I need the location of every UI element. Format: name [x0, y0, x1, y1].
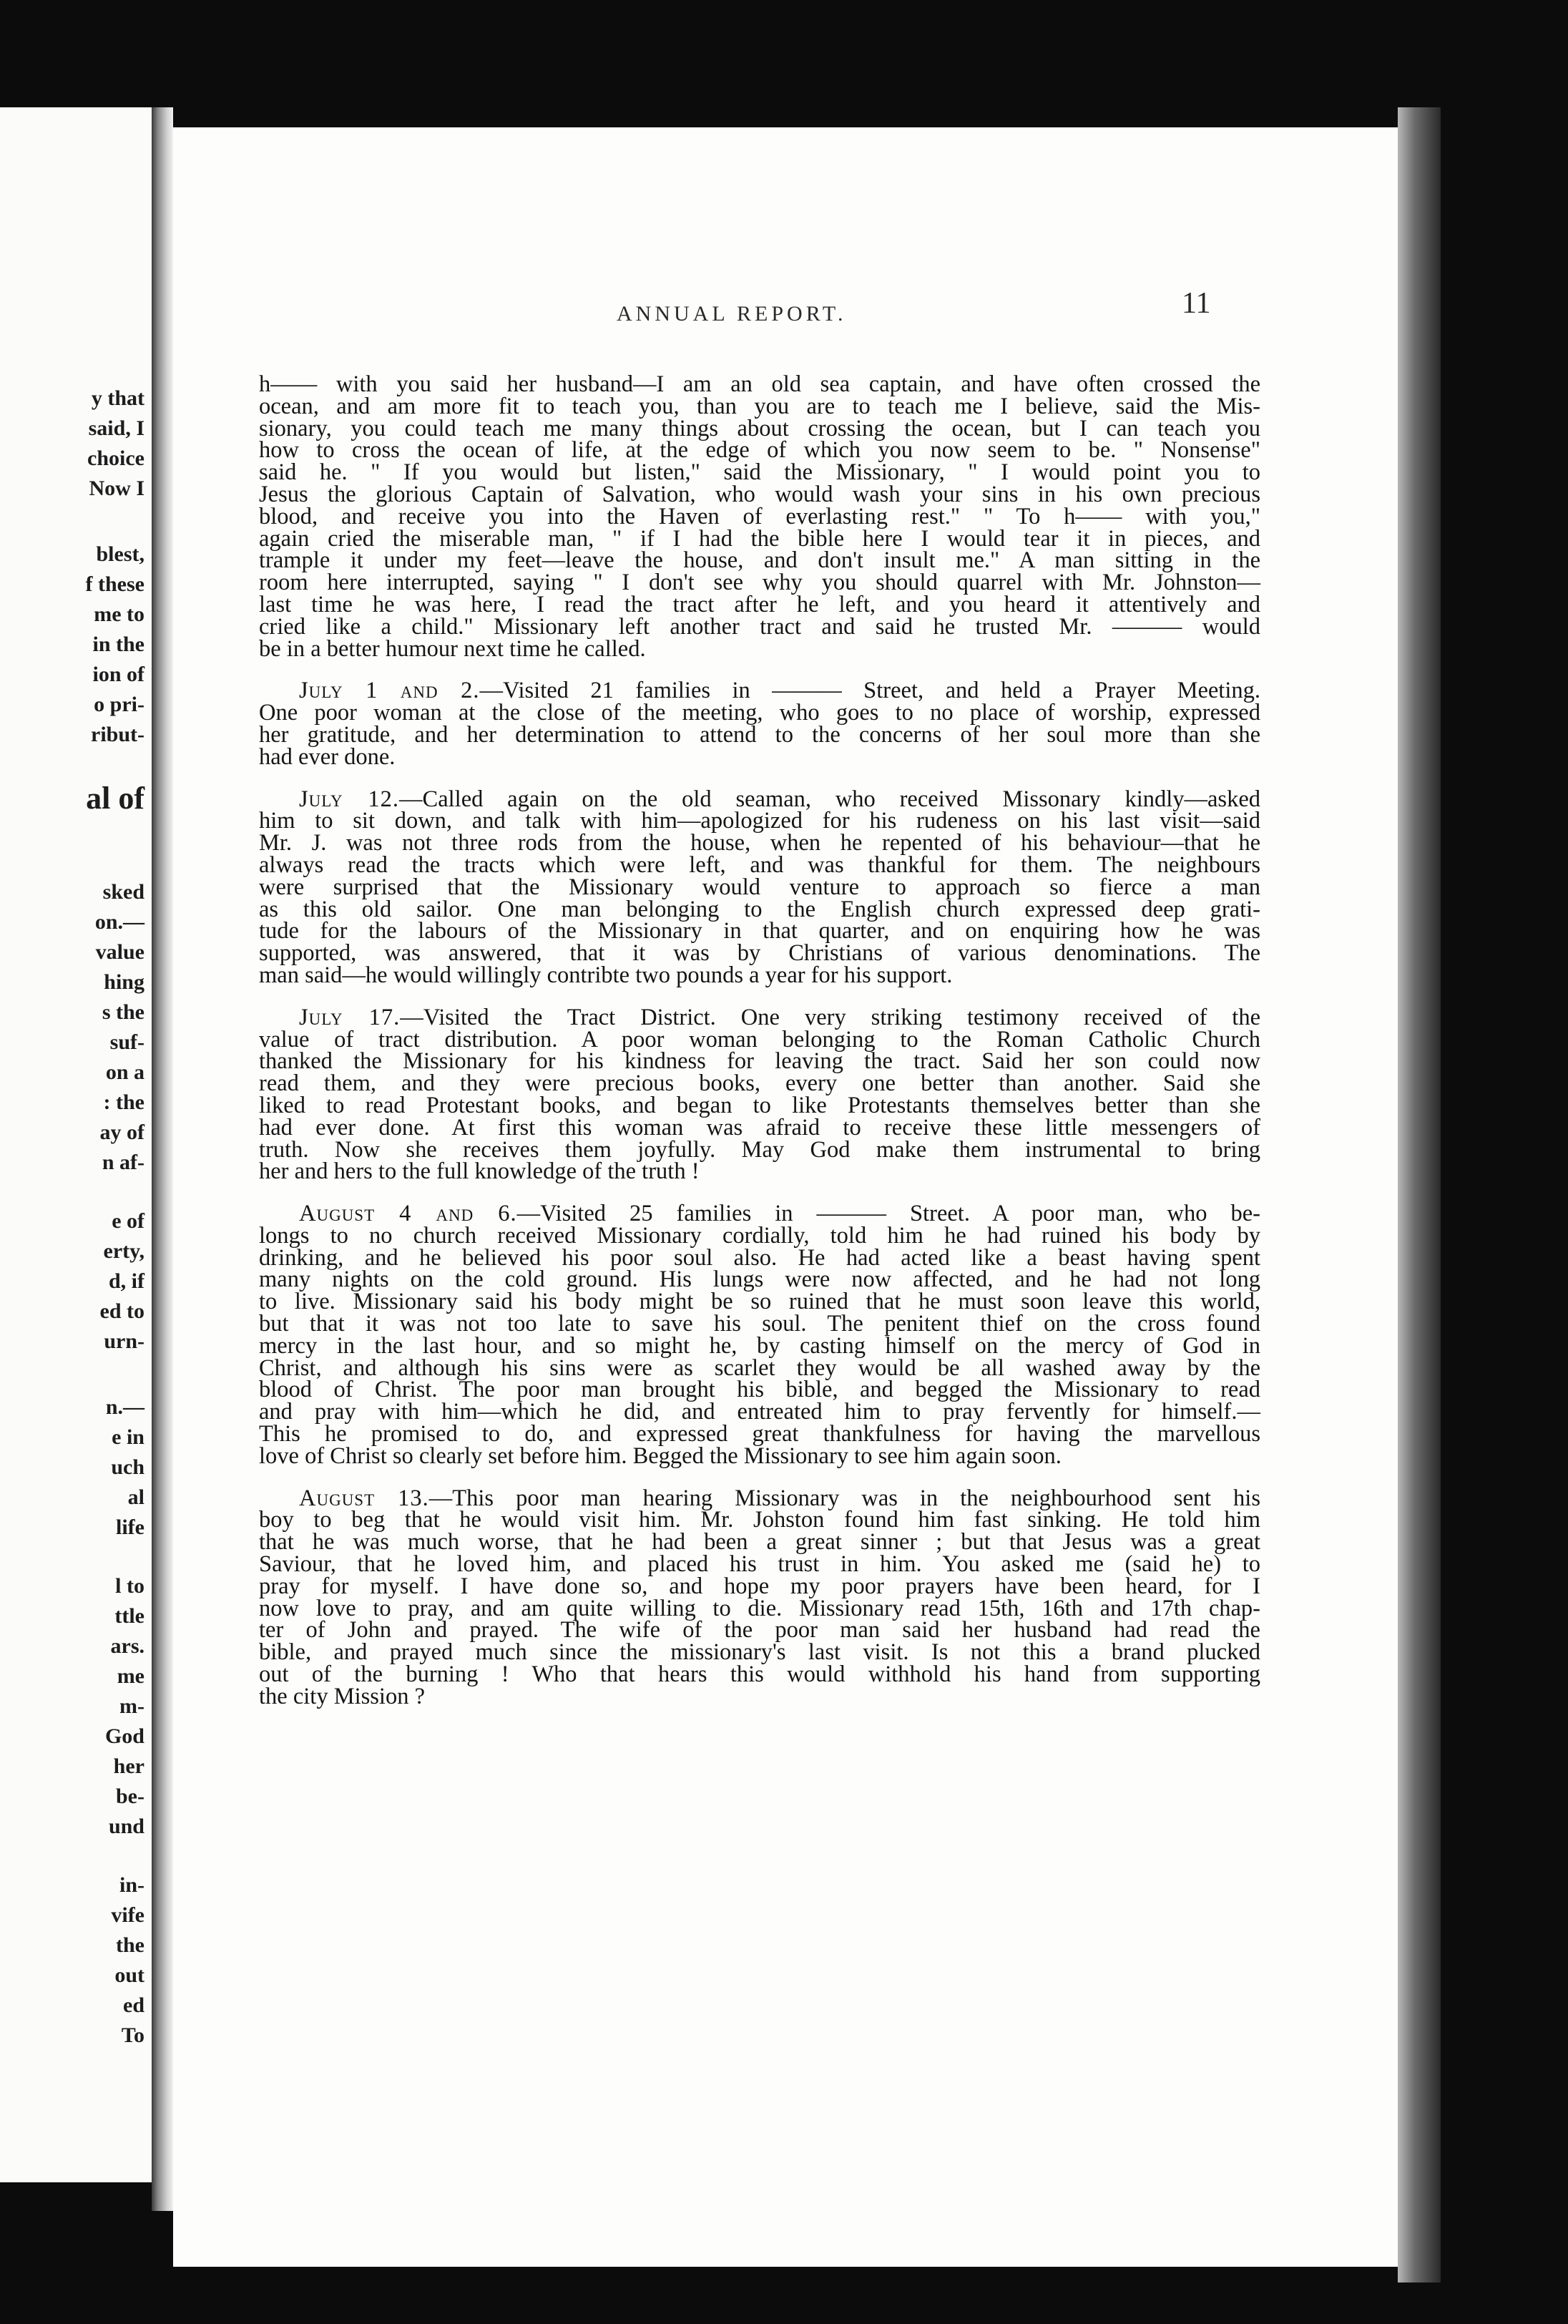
facing-page-fragment: al of: [86, 781, 144, 816]
line-text: room here interrupted, saying " I don't see why you should quarrel with Mr. Johnston—: [259, 570, 1260, 596]
line-text: out of the burning ! Who that hears this would withhold his hand from supporting: [259, 1661, 1260, 1688]
facing-page-fragment: vife: [111, 1903, 144, 1927]
line-text: love of Christ so clearly set before him. Begged the Missionary to see him again soon.: [259, 1442, 1062, 1469]
line-text: blood of Christ. The poor man brought his bible, and begged the Missionary to read: [259, 1377, 1260, 1403]
line-text: him to sit down, and talk with him—apologized for his rudeness on his last visit—said: [259, 808, 1260, 834]
line-text: ter of John and prayed. The wife of the poor man said her husband had read the: [259, 1617, 1260, 1644]
text-line: [259, 1222, 1260, 1249]
line-text: —Visited 21 families in ——— Street, and held a Prayer Meeting.: [479, 678, 1260, 704]
text-line: [259, 1509, 1260, 1531]
text-line: [259, 635, 1260, 662]
text-line: [259, 1354, 1260, 1381]
line-text: trample it under my feet—leave the house, and don't insult me." A man sitting in the: [259, 547, 1260, 574]
line-text: be in a better humour next time he called.: [259, 635, 646, 662]
text-line: [259, 1617, 1260, 1644]
facing-page-fragment: urn-: [104, 1329, 144, 1353]
text-line: [259, 1553, 1260, 1576]
text-line: [259, 1203, 1260, 1225]
facing-page-fragment: ay of: [99, 1120, 144, 1144]
facing-page-fragment: al: [127, 1485, 144, 1509]
line-text: drinking, and he believed his poor soul also. He had acted like a beast having spent: [259, 1244, 1260, 1271]
line-text: Jesus the glorious Captain of Salvation, who would wash your sins in his own precious: [259, 481, 1260, 507]
text-line: [259, 962, 1260, 988]
page-body: [259, 371, 1261, 1709]
text-line: [259, 503, 1260, 529]
facing-page-fragment: ed: [123, 1993, 144, 2017]
facing-page-fragment: erty,: [103, 1239, 144, 1263]
text-line: [259, 1529, 1260, 1556]
text-line: [259, 1641, 1260, 1664]
text-line: [259, 393, 1260, 419]
text-line: [259, 439, 1260, 462]
line-text: her gratitude, and her determination to attend to the concerns of her soul more than she: [259, 721, 1260, 748]
line-text: pray for myself. I have done so, and hope my poor prayers have been heard, for I: [259, 1573, 1260, 1599]
text-line: [259, 680, 1260, 702]
line-text: boy to beg that he would visit him. Mr. Johston found him fast sinking. He told him: [259, 1507, 1260, 1533]
line-text: blood, and receive you into the Haven of everlasting rest." " To h—— with you,": [259, 503, 1260, 529]
line-text: Christ, and although his sins were as scarlet they would be all washed away by the: [259, 1354, 1260, 1381]
facing-page-fragment: the: [116, 1933, 144, 1957]
facing-page-fragment: ed to: [99, 1299, 144, 1323]
text-line: [259, 702, 1260, 724]
facing-page-fragment: me: [117, 1664, 144, 1688]
line-text: but that it was not too late to save his soul. The penitent thief on the cross found: [259, 1311, 1260, 1337]
facing-page-fragment: n.—: [105, 1395, 144, 1419]
line-text: Saviour, that he loved him, and placed his trust in him. You asked me (said he) to: [259, 1551, 1260, 1578]
facing-page-fragment: God: [104, 1724, 144, 1748]
entry-date-heading: July 12.: [299, 786, 400, 812]
line-text: —Visited the Tract District. One very striking testimony received of the: [400, 1004, 1260, 1030]
line-text: her and hers to the full knowledge of the truth !: [259, 1158, 700, 1185]
facing-page-fragment: ttle: [114, 1604, 144, 1628]
line-text: now love to pray, and am quite willing to die. Missionary read 15th, 16th and 17th chap-: [259, 1595, 1260, 1621]
line-text: and pray with him—which he did, and entreated him to pray fervently for himself.—: [259, 1399, 1260, 1425]
line-text: as this old sailor. One man belonging to the English church expressed deep grati-: [259, 896, 1260, 922]
entry-date-heading: August 4 and 6.: [299, 1201, 517, 1227]
text-line: [259, 896, 1260, 922]
text-line: [259, 1313, 1260, 1335]
line-text: longs to no church received Missionary cordially, told him he had ruined his body by: [259, 1222, 1260, 1249]
facing-page-fragment: Now I: [89, 477, 144, 500]
facing-page-fragment: : the: [103, 1090, 144, 1114]
text-line: [259, 832, 1260, 854]
facing-page-fragment: f these: [85, 572, 144, 596]
text-line: [259, 547, 1260, 574]
facing-page-fragment: life: [116, 1515, 144, 1539]
facing-page-fragment: d, if: [108, 1269, 144, 1293]
text-line: [259, 1683, 1260, 1709]
text-line: [259, 1442, 1260, 1469]
facing-page-fragment: on a: [105, 1060, 144, 1084]
facing-page-fragment: ion of: [92, 663, 144, 686]
line-text: truth. Now she receives them joyfully. May God make them instrumental to bring: [259, 1136, 1260, 1163]
line-text: bible, and prayed much since the missionary's last visit. Is not this a brand plucked: [259, 1639, 1260, 1666]
entry-date-heading: July 1 and 2.: [299, 678, 480, 704]
text-line: [259, 1004, 1260, 1030]
line-text: ocean, and am more fit to teach you, than you are to teach me I believe, said the Mis-: [259, 393, 1260, 419]
line-text: read them, and they were precious books, every one better than another. Said she: [259, 1070, 1260, 1097]
running-head: ANNUAL REPORT.: [617, 302, 847, 326]
text-line: [259, 371, 1260, 397]
line-text: last time he was here, I read the tract after he left, and you heard it attentively and: [259, 591, 1260, 617]
text-line: [259, 1379, 1260, 1401]
gutter-shadow: [152, 107, 173, 2211]
line-text: had ever done. At first this woman was afraid to receive these little messengers of: [259, 1114, 1260, 1141]
text-line: [259, 481, 1260, 507]
line-text: mercy in the last hour, and so might he, by casting himself on the mercy of God in: [259, 1332, 1260, 1359]
facing-page-fragment: uch: [111, 1455, 144, 1479]
text-line: [259, 415, 1260, 441]
facing-page-fragment: e of: [112, 1209, 144, 1233]
facing-page-fragment: suf-: [109, 1030, 144, 1054]
line-text: value of tract distribution. A poor woman belonging to the Roman Catholic Church: [259, 1026, 1260, 1053]
line-text: Mr. J. was not three rods from the house, when he repented of his behaviour—that he: [259, 830, 1260, 856]
text-line: [259, 1595, 1260, 1621]
line-text: cried like a child." Missionary left another tract and said he trusted Mr. ——— would: [259, 613, 1260, 640]
entry-date-heading: July 17.: [299, 1004, 401, 1030]
line-text: always read the tracts which were left, and was thankful for them. The neighbours: [259, 851, 1260, 878]
text-line: [259, 1573, 1260, 1599]
line-text: —Called again on the old seaman, who received Missonary kindly—asked: [399, 786, 1261, 812]
facing-page-fragment: To: [121, 2023, 144, 2047]
line-text: sionary, you could teach me many things about crossing the ocean, but I can teach you: [259, 415, 1260, 441]
facing-page-fragment: in-: [119, 1873, 144, 1897]
text-line: [259, 1158, 1260, 1185]
text-line: [259, 920, 1260, 942]
facing-page-fragment: und: [108, 1815, 144, 1838]
line-text: the city Mission ?: [259, 1683, 425, 1709]
facing-page-fragment: her: [113, 1754, 144, 1778]
facing-page-fragment: e in: [112, 1425, 144, 1449]
book-cover-edge: [1398, 107, 1441, 2282]
text-line: [259, 1136, 1260, 1163]
line-text: that he was much worse, that he had been a great sinner ; but that Jesus was a great: [259, 1529, 1260, 1556]
text-line: [259, 1291, 1260, 1313]
facing-page-fragment: hing: [104, 970, 144, 994]
line-text: were surprised that the Missionary would venture to approach so fierce a man: [259, 874, 1260, 900]
facing-page-fragment: said, I: [88, 416, 144, 440]
facing-page-fragment: m-: [119, 1694, 144, 1718]
facing-page-fragment: n af-: [102, 1151, 144, 1174]
facing-page-fragment: ribut-: [91, 723, 144, 746]
line-text: h—— with you said her husband—I am an old sea captain, and have often crossed the: [259, 371, 1260, 397]
text-line: [259, 613, 1260, 640]
facing-page-fragment: y that: [91, 386, 144, 410]
line-text: tude for the labours of the Missionary in that quarter, and on enquiring how he was: [259, 918, 1260, 944]
text-line: [259, 1114, 1260, 1141]
text-line: [259, 1092, 1260, 1118]
line-text: supported, was answered, that it was by Christians of various denominations. The: [259, 940, 1260, 967]
facing-page-fragment: out: [114, 1963, 144, 1987]
line-text: man said—he would willingly contribte two pounds a year for his support.: [259, 962, 953, 988]
text-line: [259, 788, 1260, 811]
page-header: [0, 286, 1568, 329]
text-line: [259, 743, 1260, 770]
text-line: [259, 1070, 1260, 1097]
facing-page-fragment: o pri-: [94, 693, 144, 716]
facing-page-fragment: choice: [87, 446, 144, 470]
text-line: [259, 1266, 1260, 1293]
text-line: [259, 810, 1260, 832]
text-line: [259, 1401, 1260, 1423]
line-text: One poor woman at the close of the meeting, who goes to no place of worship, expressed: [259, 700, 1260, 726]
facing-page-fragment: l to: [115, 1574, 144, 1598]
line-text: This he promised to do, and expressed great thankfulness for having the marvellous: [259, 1421, 1260, 1447]
text-line: [259, 1244, 1260, 1271]
facing-page-fragment: blest,: [96, 542, 144, 566]
line-text: liked to read Protestant books, and began to like Protestants themselves better than she: [259, 1092, 1260, 1118]
text-line: [259, 525, 1260, 552]
page-number: 11: [1182, 287, 1211, 320]
line-text: thanked the Missionary for his kindness for leaving the tract. Said her son could now: [259, 1048, 1260, 1075]
line-text: had ever done.: [259, 743, 396, 770]
facing-page-fragment: value: [95, 940, 144, 964]
facing-page-fragment: on.—: [94, 910, 144, 934]
text-line: [259, 721, 1260, 748]
text-line: [259, 942, 1260, 965]
text-line: [259, 1026, 1260, 1053]
line-text: many nights on the cold ground. His lungs were now affected, and he had not long: [259, 1266, 1260, 1293]
facing-page-fragment: be-: [116, 1784, 144, 1808]
facing-page-fragment: s the: [102, 1000, 144, 1024]
text-line: [259, 1485, 1260, 1511]
text-line: [259, 591, 1260, 617]
line-text: —Visited 25 families in ——— Street. A poor man, who be-: [516, 1201, 1260, 1227]
line-text: —This poor man hearing Missionary was in the neighbourhood sent his: [428, 1485, 1260, 1511]
text-line: [259, 1332, 1260, 1359]
line-text: to live. Missionary said his body might be so ruined that he must soon leave this world,: [259, 1289, 1260, 1315]
entry-date-heading: August 13.: [299, 1485, 429, 1511]
text-line: [259, 874, 1260, 900]
facing-page-fragment: sked: [102, 880, 144, 904]
line-text: how to cross the ocean of life, at the edge of which you now seem to be. " Nonsense": [259, 437, 1260, 464]
text-line: [259, 1661, 1260, 1688]
line-text: said he. " If you would but listen," said the Missionary, " I would point you to: [259, 459, 1260, 486]
facing-page-fragment: me to: [94, 602, 144, 626]
facing-page-fragment: in the: [92, 633, 144, 656]
text-line: [259, 572, 1260, 594]
text-line: [259, 459, 1260, 486]
text-line: [259, 1050, 1260, 1073]
line-text: again cried the miserable man, " if I had the bible here I would tear it in pieces, and: [259, 525, 1260, 552]
text-line: [259, 1423, 1260, 1445]
facing-page-edge: [0, 107, 152, 2182]
facing-page-fragment: ars.: [110, 1634, 144, 1658]
text-line: [259, 851, 1260, 878]
